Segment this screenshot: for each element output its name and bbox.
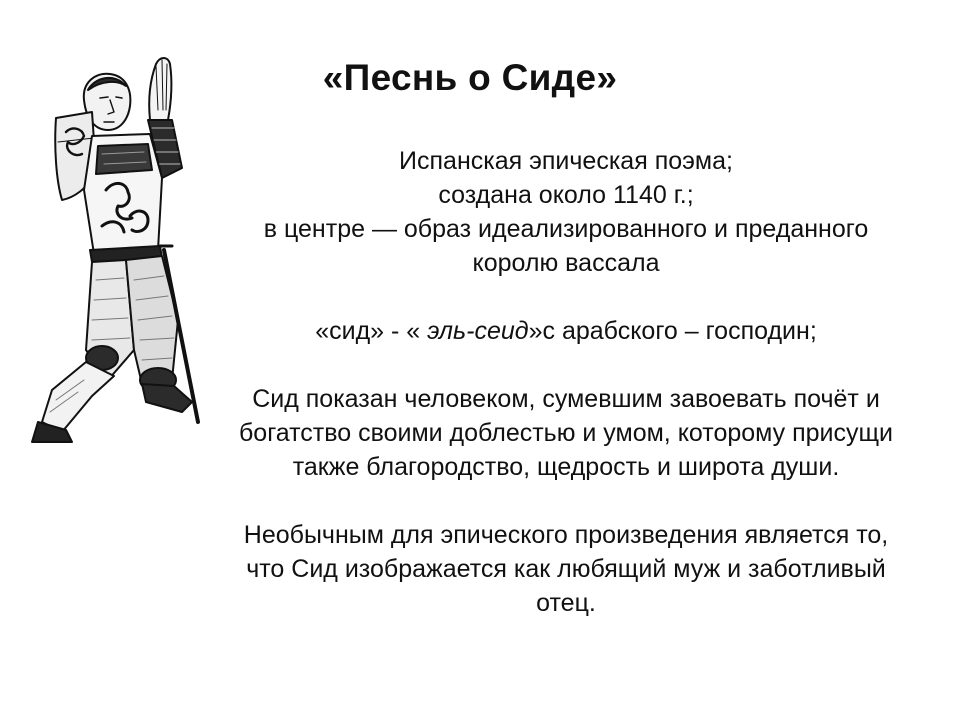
- etymology-suffix: »с арабского – господин;: [528, 317, 817, 345]
- paragraph-intro: [206, 144, 926, 280]
- text-line: что Сид изображается как любящий муж и заботливый: [246, 555, 886, 583]
- text-line: королю вассала: [472, 249, 660, 277]
- paragraph-etymology: [206, 314, 926, 348]
- etymology-line: [206, 314, 926, 348]
- paragraph-family: [206, 518, 926, 620]
- slide-title: «Песнь о Сиде»: [322, 57, 618, 98]
- etymology-arabic-term: эль-сеид: [427, 317, 529, 345]
- etymology-prefix: «сид» - «: [315, 317, 428, 345]
- text-line: в центре — образ идеализированного и преданного: [263, 215, 869, 243]
- text-line: создана около 1140 г.;: [438, 181, 694, 209]
- text-line: отец.: [536, 589, 596, 617]
- text-line: богатство своими доблестью и умом, которому присущи: [238, 419, 894, 447]
- slide-body: [206, 144, 926, 620]
- text-line: Сид показан человеком, сумевшим завоевать почёт и: [252, 385, 880, 413]
- kneeling-knight-praying-icon: [22, 50, 200, 445]
- text-line: Необычным для эпического произведения является то,: [243, 521, 889, 549]
- paragraph-character: [206, 382, 926, 484]
- text-line: Испанская эпическая поэма;: [399, 147, 733, 175]
- text-line: также благородство, щедрость и широта души.: [292, 453, 840, 481]
